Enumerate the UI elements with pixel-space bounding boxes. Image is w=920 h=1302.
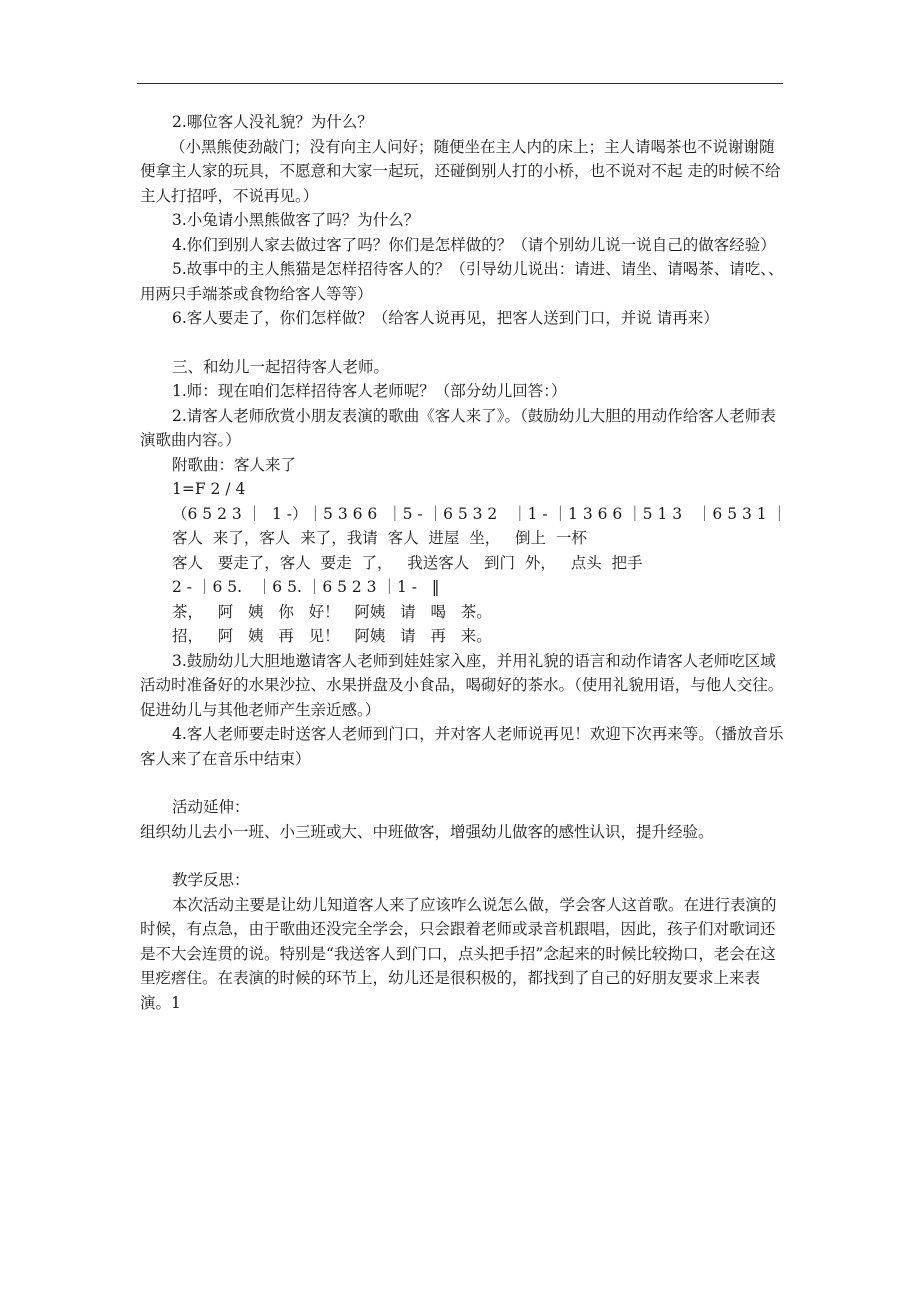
song-title: 附歌曲：客人来了: [172, 455, 297, 474]
song-lyric-1b: 客人 要走了，客人 要走 了， 我送客人 到门 外， 点头 把手: [172, 553, 643, 572]
step-3: 3.鼓励幼儿大胆地邀请客人老师到娃娃家入座，并用礼貌的语言和动作请客人老师吃区域活动时准备好的水果沙拉、水果拼盘及小食品，喝砌好的茶水。（使用礼貌用语，与他人交往。促进幼儿与其他老师产生亲近感。）: [140, 651, 784, 719]
header-rule: [137, 83, 783, 84]
question-4: 4.你们到别人家去做过客了吗？你们是怎样做的？（请个别幼儿说一说自己的做客经验）: [172, 235, 776, 254]
song-notation-2: 2 - ｜6 5. ｜6 5. ｜6 5 2 3 ｜1 - ‖: [172, 578, 440, 596]
song-notation-1: （6 5 2 3 ｜ 1 -）｜5 3 6 6 ｜5 - ｜6 5 3 2 ｜1 - ｜1 3 6 6 ｜5 1 3 ｜6 5 3 1 ｜: [172, 504, 788, 523]
song-lyric-2b: 招， 阿 姨 再 见！ 阿姨 请 再 来。: [172, 627, 492, 645]
song-lyric-2a: 茶， 阿 姨 你 好！ 阿姨 请 喝 茶。: [172, 602, 492, 621]
section-3-heading: 三、和幼儿一起招待客人老师。: [172, 357, 390, 376]
step-1: 1.师：现在咱们怎样招待客人老师呢？（部分幼儿回答：）: [172, 382, 567, 400]
step-4: 4.客人老师要走时送客人老师到门口，并对客人老师说再见！欢迎下次再来等。（播放音乐客人来了在音乐中结束）: [140, 725, 784, 768]
question-6: 6.客人要走了，你们怎样做？（给客人说再见，把客人送到门口，并说 请再来）: [172, 309, 719, 327]
reflection-body: 本次活动主要是让幼儿知道客人来了应该咋么说怎么做，学会客人这首歌。在进行表演的时候，有点急，由于歌曲还没完全学会，只会跟着老师或录音机跟唱，因此，孩子们对歌词还是不大会连贯的说。特别是“我送客人到门口，点头把手招”念起来的时候比较拗口，老会在这里疙瘩住。在表演的时候的环节上，幼儿还是很积极的，都找到了自己的好朋友要求上来表演。1: [140, 895, 777, 1012]
reflection-heading: 教学反思：: [172, 871, 250, 889]
extension-heading: 活动延伸：: [172, 798, 250, 816]
question-2: 2.哪位客人没礼貌？为什么？: [172, 113, 373, 131]
question-3: 3.小兔请小黑熊做客了吗？为什么？: [172, 211, 420, 229]
step-2: 2.请客人老师欣赏小朋友表演的歌曲《客人来了》。（鼓励幼儿大胆的用动作给客人老师表演歌曲内容。）: [140, 406, 776, 449]
question-2-answer: （小黑熊使劲敲门；没有向主人问好；随便坐在主人内的床上；主人请喝茶也不说谢谢随便拿主人家的玩具，不愿意和大家一起玩，还碰倒别人打的小桥，也不说对不起 走的时候不给主人打招呼，不说再见。）: [140, 137, 781, 205]
document-body: [140, 110, 788, 1015]
question-5: 5.故事中的主人熊猫是怎样招待客人的？（引导幼儿说出：请进、请坐、请喝茶、请吃、、用两只手端茶或食物给客人等等）: [140, 260, 784, 303]
extension-body: 组织幼儿去小一班、小三班或大、中班做客，增强幼儿做客的感性认识，提升经验。: [140, 822, 714, 841]
song-key: 1=F 2 / 4: [172, 480, 246, 498]
song-lyric-1a: 客人 来了，客人 来了，我请 客人 进屋 坐， 倒上 一杯: [172, 529, 587, 547]
